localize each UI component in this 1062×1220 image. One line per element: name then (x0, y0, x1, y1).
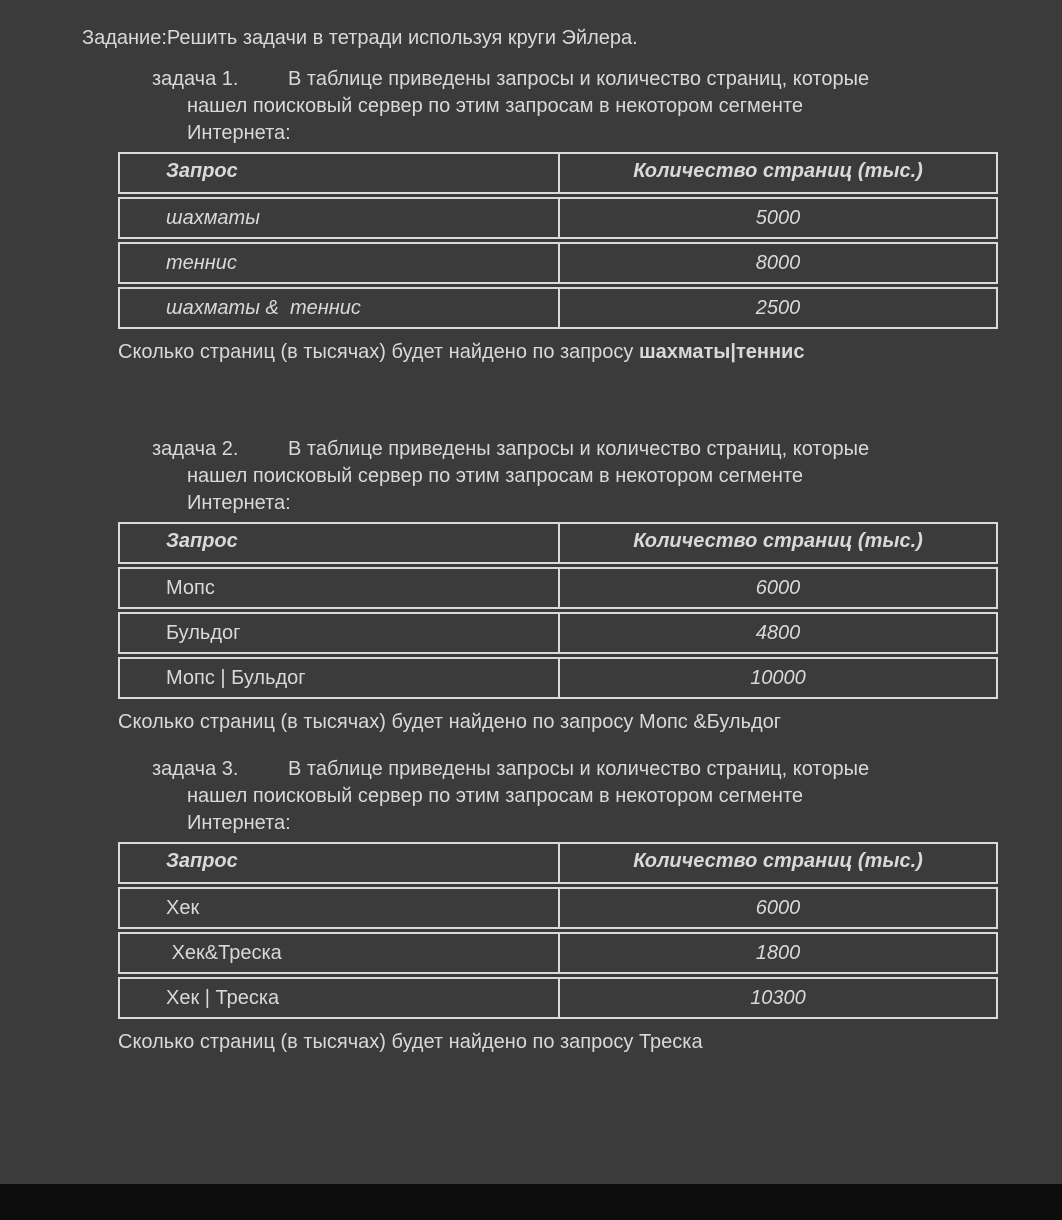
count-cell: 10000 (558, 657, 998, 699)
query-cell: Хек | Треска (118, 977, 558, 1019)
task-1-description (152, 66, 1062, 147)
task-1-desc-3: Интернета: (187, 122, 291, 144)
task-3-line-1 (152, 756, 1062, 783)
table-header-row (118, 842, 998, 884)
table-row (118, 197, 998, 239)
header-query: Запрос (118, 522, 558, 564)
query-cell: теннис (118, 242, 558, 284)
task-2-question-query: Мопс &Бульдог (638, 711, 782, 733)
table-row (118, 567, 998, 609)
query-cell: Бульдог (118, 612, 558, 654)
task-3-question-text: Сколько страниц (в тысячах) будет найдено по запросу (118, 1031, 639, 1053)
query-cell: Хек (118, 887, 558, 929)
table-row (118, 287, 998, 329)
query-cell: Хек&Треска (118, 932, 558, 974)
task-3-label: задача 3. (152, 758, 239, 780)
task-2-question-text: Сколько страниц (в тысячах) будет найдено по запросу (118, 711, 639, 733)
task-3 (152, 756, 1062, 837)
table-row (118, 887, 998, 929)
task-1-desc-1: В таблице приведены запросы и количество страниц, которые (288, 68, 870, 90)
table-row (118, 932, 998, 974)
count-cell: 4800 (558, 612, 998, 654)
query-cell: шахматы (118, 197, 558, 239)
task-2-desc-1: В таблице приведены запросы и количество страниц, которые (288, 438, 870, 460)
count-cell: 5000 (558, 197, 998, 239)
task-2-desc-2: нашел поисковый сервер по этим запросам в некотором сегменте (187, 465, 804, 487)
count-cell: 6000 (558, 567, 998, 609)
task-1-line-1 (152, 66, 1062, 93)
header-query: Запрос (118, 842, 558, 884)
table-row (118, 612, 998, 654)
query-cell: Мопс | Бульдог (118, 657, 558, 699)
task-2 (152, 436, 1062, 517)
task-1-label: задача 1. (152, 68, 239, 90)
count-cell: 6000 (558, 887, 998, 929)
header-count: Количество страниц (тыс.) (558, 842, 998, 884)
count-cell: 8000 (558, 242, 998, 284)
table-header-row (118, 152, 998, 194)
task-2-line-1 (152, 436, 1062, 463)
task-1-desc-2: нашел поисковый сервер по этим запросам в некотором сегменте (187, 95, 804, 117)
bottom-bar (0, 1184, 1062, 1220)
header-query: Запрос (118, 152, 558, 194)
query-cell: Мопс (118, 567, 558, 609)
task-1 (152, 66, 1062, 147)
task-3-question (118, 1029, 1062, 1056)
task-3-question-query: Треска (638, 1031, 703, 1053)
assignment-title: Задание:Решить задачи в тетради используя круги Эйлера. (82, 27, 638, 49)
task-3-description (152, 756, 1062, 837)
table-header-row (118, 522, 998, 564)
task-3-table (118, 839, 998, 1022)
table-row (118, 977, 998, 1019)
task-3-desc-1: В таблице приведены запросы и количество страниц, которые (288, 758, 870, 780)
task-2-description (152, 436, 1062, 517)
header-count: Количество страниц (тыс.) (558, 522, 998, 564)
count-cell: 10300 (558, 977, 998, 1019)
task-3-desc-2: нашел поисковый сервер по этим запросам в некотором сегменте (187, 785, 804, 807)
query-cell: шахматы & теннис (118, 287, 558, 329)
table-row (118, 657, 998, 699)
header-count: Количество страниц (тыс.) (558, 152, 998, 194)
task-2-table (118, 519, 998, 702)
task-2-label: задача 2. (152, 438, 239, 460)
count-cell: 1800 (558, 932, 998, 974)
table-row (118, 242, 998, 284)
task-3-desc-3: Интернета: (187, 812, 291, 834)
count-cell: 2500 (558, 287, 998, 329)
task-2-desc-3: Интернета: (187, 492, 291, 514)
task-2-question (118, 709, 1062, 736)
task-1-question (118, 339, 1062, 366)
task-1-question-text: Сколько страниц (в тысячах) будет найдено по запросу (118, 341, 639, 363)
task-1-question-query: шахматы|теннис (638, 341, 805, 363)
task-1-table (118, 149, 998, 332)
